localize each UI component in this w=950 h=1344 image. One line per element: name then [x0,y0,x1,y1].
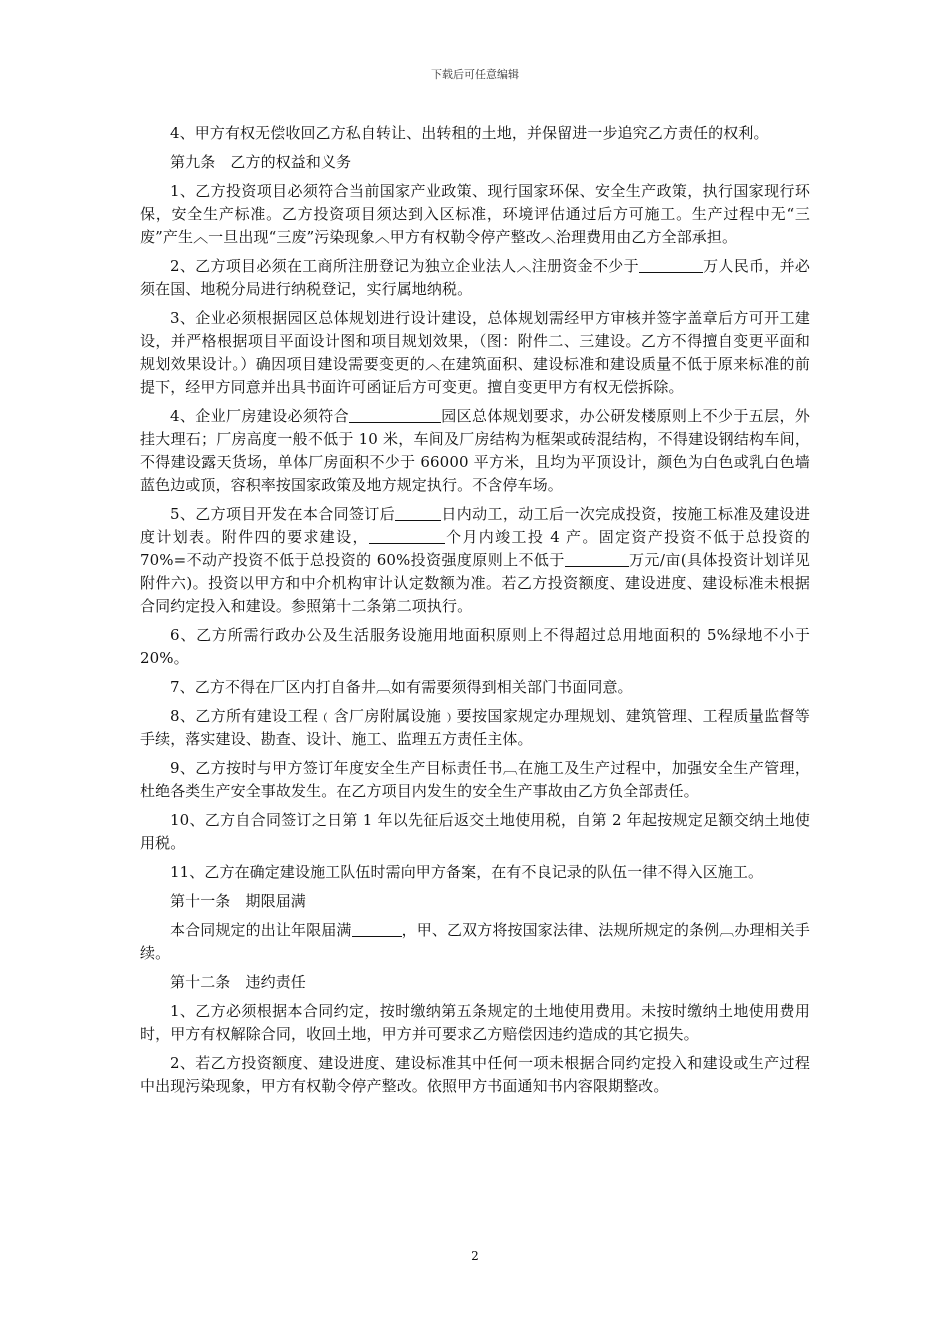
blank-field [352,921,402,937]
blank-field [395,505,441,521]
paragraph-11-body: 本合同规定的出让年限届满 ，甲、乙双方将按国家法律、法规所规定的条例︹办理相关手续。 [140,921,811,962]
paragraph-9-10: 10、乙方自合同签订之日第 1 年以先征后返交土地使用税，自第 2 年起按规定足额交纳土地使用税。 [140,811,810,852]
paragraph-9-7: 7、乙方不得在厂区内打自备井︹如有需要须得到相关部门书面同意。 [170,678,633,696]
page-number: 2 [471,1249,479,1263]
paragraph-9-9: 9、乙方按时与甲方签订年度安全生产目标责任书︹在施工及生产过程中，加强安全生产管理，杜绝各类生产安全事故发生。在乙方项目内发生的安全生产事故由乙方负全部责任。 [140,759,810,800]
page-header: 下载后可任意编辑 [431,68,519,81]
paragraph-9-2: 2、乙方项目必须在工商所注册登记为独立企业法人︿注册资金不少于 万人民币，并必须在国、地税分局进行纳税登记，实行属地纳税。 [140,257,810,298]
blank-field [349,407,441,423]
paragraph-12-2: 2、若乙方投资额度、建设进度、建设标准其中任何一项未根据合同约定投入和建设或生产过程中出现污染现象，甲方有权勒令停产整改。依照甲方书面通知书内容限期整改。 [140,1054,810,1095]
blank-field [639,257,703,273]
paragraph-4-right-to-reclaim: 4、甲方有权无偿收回乙方私自转让、出转租的土地，并保留进一步追究乙方责任的权利。 [170,124,769,142]
blank-field [565,551,629,567]
article-12-heading: 第十二条 违约责任 [170,973,306,991]
blank-field [369,528,445,544]
article-9-heading: 第九条 乙方的权益和义务 [170,153,352,171]
paragraph-9-6: 6、乙方所需行政办公及生活服务设施用地面积原则上不得超过总用地面积的 5%绿地不小于 20%。 [140,626,810,667]
paragraph-9-4: 4、企业厂房建设必须符合 园区总体规划要求，办公研发楼原则上不少于五层，外挂大理石；厂房高度一般不低于 10 米，车间及厂房结构为框架或砖混结构，不得建设钢结构车间，不得建设露天货场，单体厂房面积不少于 66000 平方米，且均为平顶设计，颜色为白色或乳白色墙蓝色边或顶，容积率按国家政策及地方规定执行。不含停车场。 [140,407,810,494]
paragraph-9-5: 5、乙方项目开发在本合同签订后 日内动工，动工后一次完成投资，按施工标准及建设进度计划表。附件四的要求建设， 个月内竣工投 4 产。固定资产投资不低于总投资的 70%=不动产投资不低于总投资的 60%投资强度原则上不低于 万元/亩(具体投资计划详见附件六)。投资以甲方和中介机构审计认定数额为准。若乙方投资额度、建设进度、建设标准未根据合同约定投入和建设。参照第十二条第二项执行。 [140,505,811,615]
paragraph-12-1: 1、乙方必须根据本合同约定，按时缴纳第五条规定的土地使用费用。未按时缴纳土地使用费用时，甲方有权解除合同，收回土地，甲方并可要求乙方赔偿因违约造成的其它损失。 [140,1002,810,1043]
paragraph-9-8: 8、乙方所有建设工程﹙含厂房附属设施﹚要按国家规定办理规划、建筑管理、工程质量监督等手续，落实建设、勘查、设计、施工、监理五方责任主体。 [140,707,810,748]
paragraph-9-11: 11、乙方在确定建设施工队伍时需向甲方备案，在有不良记录的队伍一律不得入区施工。 [170,863,764,881]
paragraph-9-1: 1、乙方投资项目必须符合当前国家产业政策、现行国家环保、安全生产政策，执行国家现行环保，安全生产标准。乙方投资项目须达到入区标准，环境评估通过后方可施工。生产过程中无“三废”产生︿一旦出现“三废”污染现象︿甲方有权勒令停产整改︿治理费用由乙方全部承担。 [140,182,810,246]
article-11-heading: 第十一条 期限届满 [170,892,306,910]
document-body [140,122,810,1104]
paragraph-9-3: 3、企业必须根据园区总体规划进行设计建设，总体规划需经甲方审核并签字盖章后方可开工建设，并严格根据项目平面设计图和项目规划效果，（图：附件二、三建设。乙方不得擅自变更平面和规划效果设计。）确因项目建设需要变更的︿在建筑面积、建设标准和建设质量不低于原来标准的前提下，经甲方同意并出具书面许可函证后方可变更。擅自变更甲方有权无偿拆除。 [140,309,810,396]
